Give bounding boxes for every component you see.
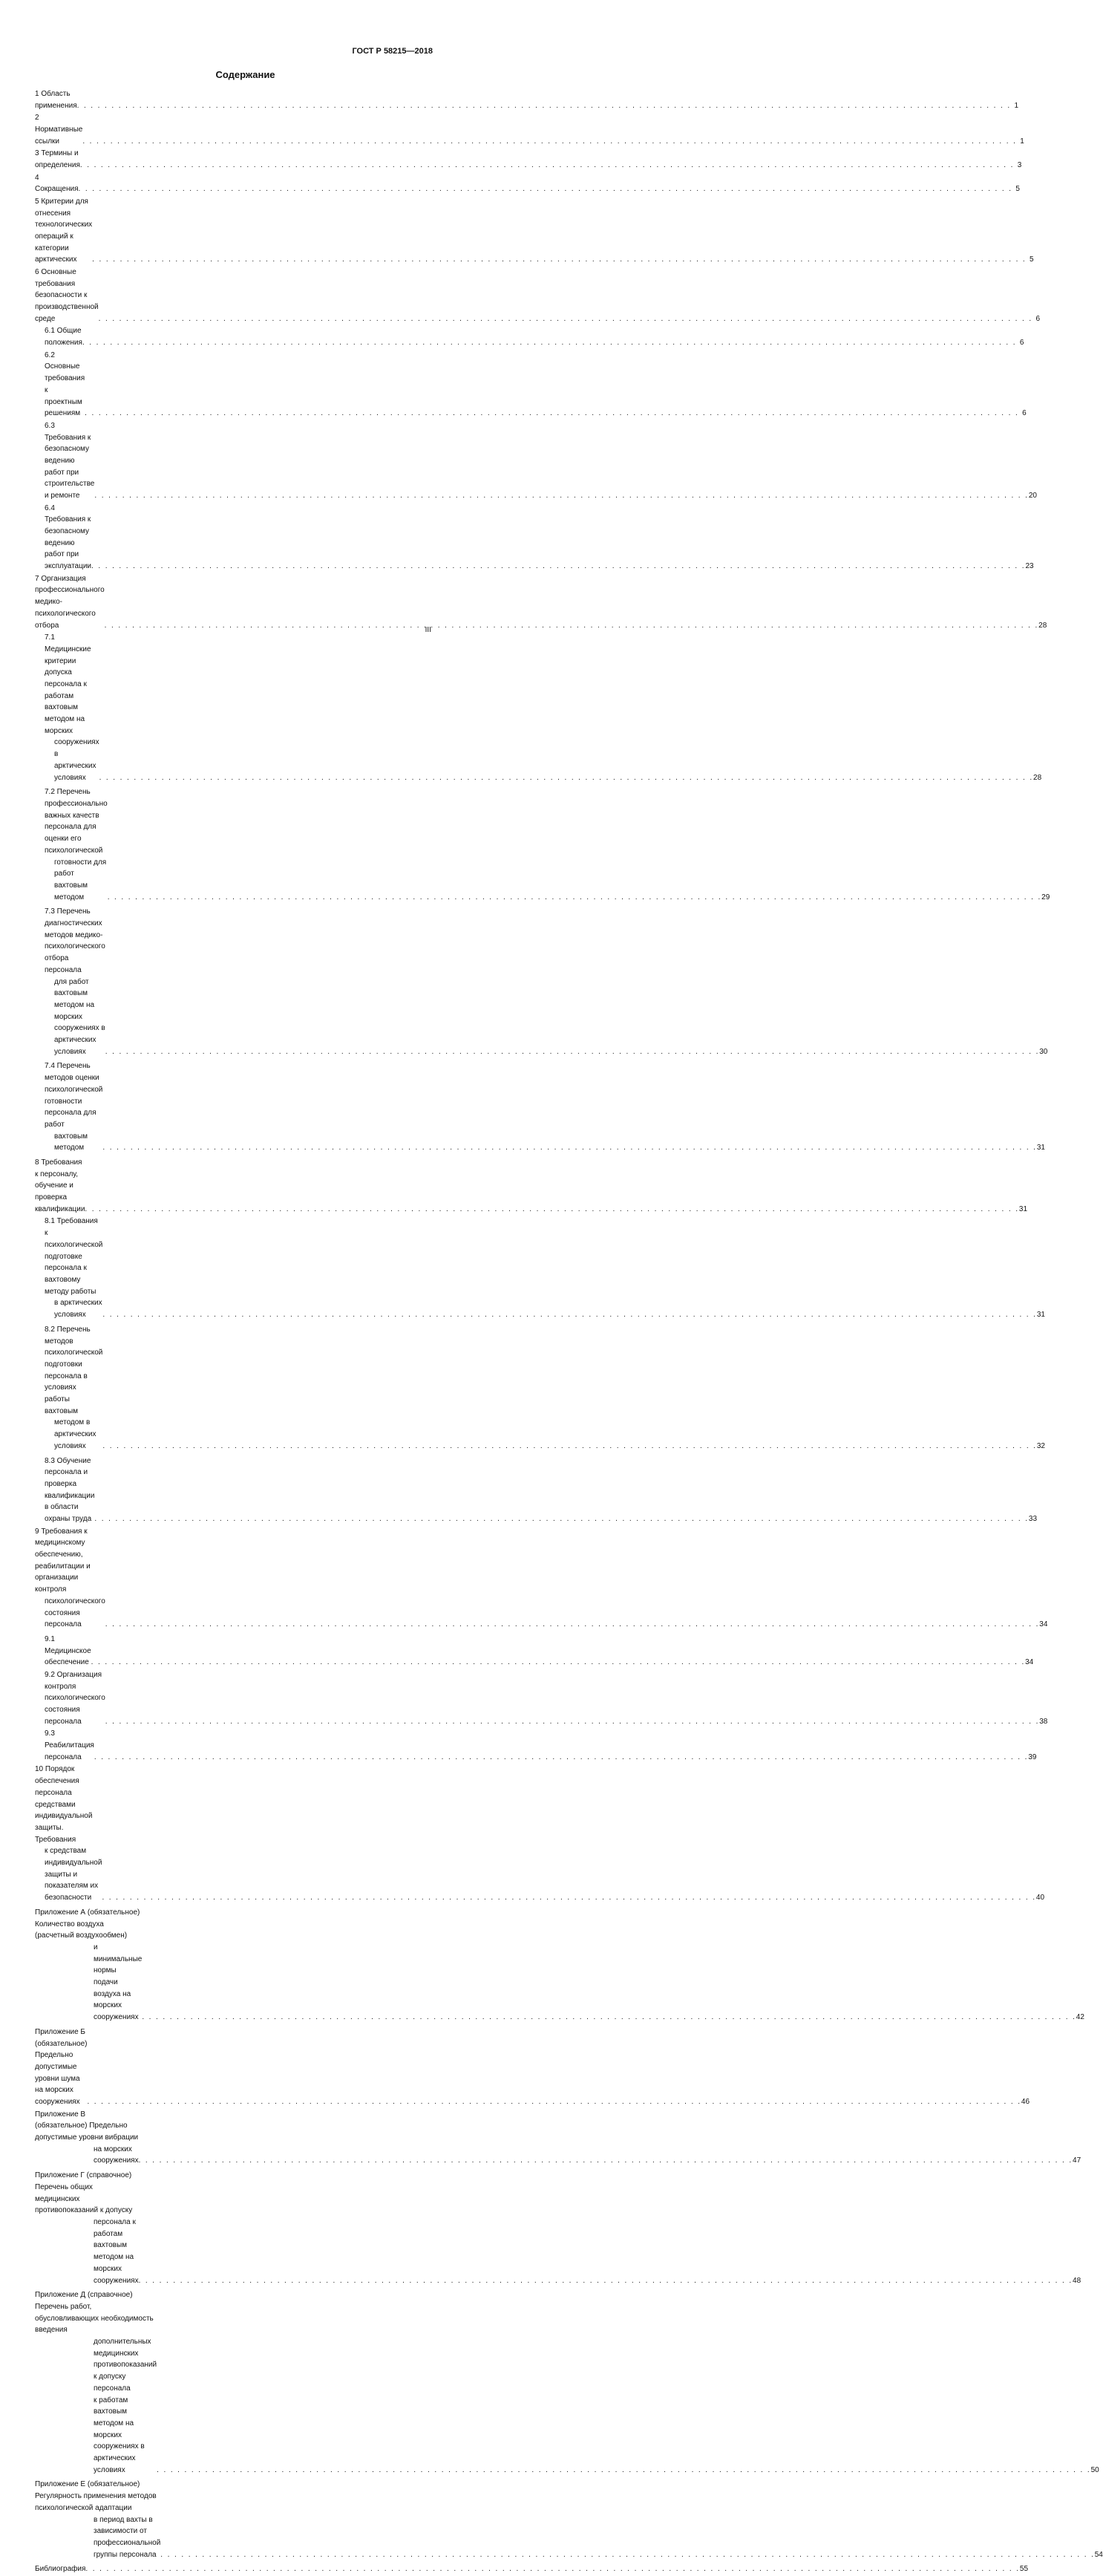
toc-page-number: 39: [1028, 1752, 1037, 1761]
toc-page-number: 3: [1017, 161, 1022, 169]
toc-entry-title: [35, 1157, 85, 1216]
dot-leader: [82, 136, 1016, 148]
toc-entry[interactable]: [35, 420, 1037, 502]
toc-entry-title: [35, 148, 80, 171]
toc-entry-line: к средствам индивидуальной защиты и показателям их безопасности: [45, 1847, 102, 1902]
dot-leader: [92, 254, 1026, 266]
toc-entry-title: [45, 1324, 102, 1452]
toc-entry-line: 9.1 Медицинское обеспечение: [45, 1634, 91, 1667]
toc-entry-title: [35, 573, 105, 632]
toc-page-number: 47: [1073, 2156, 1081, 2165]
dot-leader: [102, 1309, 1036, 1321]
toc-entry-line: Приложение Г (справочное) Перечень общих медицинских противопоказаний к допуску: [35, 2171, 133, 2215]
dot-leader: [142, 2012, 1076, 2024]
toc-entry-title: [45, 503, 91, 573]
toc-entry-line: 4 Сокращения: [35, 173, 79, 194]
toc-entry-line: 8 Требования к персоналу, обучение и проверка квалификации: [35, 1158, 85, 1213]
toc-entry[interactable]: [35, 1157, 1028, 1216]
toc-entry-line: методом в арктических условиях: [54, 1418, 96, 1450]
toc-entry[interactable]: [35, 1216, 1045, 1320]
toc-page-number: 31: [1036, 1144, 1045, 1152]
toc-entry-line: 10 Порядок обеспечения персонала средствами индивидуальной защиты. Требования: [35, 1765, 93, 1844]
dot-leader: [105, 1716, 1039, 1728]
toc-entry-title: [45, 1728, 94, 1763]
toc-entry-title: [45, 632, 99, 783]
toc-entry-line: в период вахты в зависимости от профессиональной группы персонала: [94, 2515, 161, 2559]
toc-entry-title: [35, 2026, 87, 2108]
toc-page-number: 55: [1019, 2565, 1029, 2574]
dot-leader: [139, 2275, 1073, 2287]
toc-page-number: 20: [1028, 492, 1037, 500]
toc-page-number: 34: [1025, 1658, 1034, 1667]
toc-entry[interactable]: [35, 1669, 1048, 1728]
dot-leader: [157, 2465, 1090, 2476]
toc-entry-line: 6.4 Требования к безопасному ведению работ при эксплуатации: [45, 503, 91, 571]
dot-leader: [85, 1204, 1018, 1216]
dot-leader: [102, 1142, 1036, 1154]
toc-entry-title: [35, 112, 82, 147]
toc-entry-line: 2 Нормативные ссылки: [35, 114, 83, 146]
table-of-contents: [35, 88, 1103, 2576]
toc-entry-line: Приложение Д (справочное) Перечень работ, обусловливающих необходимость введения: [35, 2291, 154, 2335]
toc-page-number: 6: [1035, 314, 1041, 323]
toc-entry-title: [35, 2563, 85, 2575]
dot-leader: [78, 183, 1012, 195]
toc-entry-title: [35, 2289, 157, 2476]
dot-leader: [91, 561, 1025, 573]
toc-entry-title: [35, 172, 78, 195]
toc-entry[interactable]: [35, 503, 1034, 573]
toc-entry-line: 7.2 Перечень профессионально важных качеств персонала для оценки его психологической: [45, 788, 108, 855]
toc-entry-line: дополнительных медицинских противопоказаний к допуску персонала: [94, 2338, 157, 2393]
toc-entry-line: 7.4 Перечень методов оценки психологической готовности персонала для работ: [45, 1062, 103, 1129]
toc-entry-title: [35, 2109, 139, 2168]
toc-entry-title: [45, 350, 85, 420]
dot-leader: [80, 160, 1014, 172]
toc-entry[interactable]: [35, 325, 1024, 348]
toc-entry-line: сооружениях в арктических условиях: [54, 738, 99, 782]
dot-leader: [85, 2563, 1019, 2575]
toc-page-number: 33: [1028, 1515, 1038, 1524]
dot-leader: [87, 2096, 1021, 2108]
dot-leader: [82, 337, 1016, 349]
toc-entry-line: Приложение Е (обязательное) Регулярность применения методов психологической адаптации: [35, 2480, 157, 2512]
toc-entry-title: [45, 1634, 91, 1669]
toc-entry-title: [35, 1907, 142, 2024]
toc-page-number: 6: [1019, 339, 1024, 348]
toc-entry-title: [35, 267, 99, 325]
toc-entry[interactable]: [35, 1060, 1045, 1154]
toc-entry[interactable]: [35, 1526, 1048, 1631]
toc-page-number: 54: [1094, 2550, 1103, 2559]
toc-entry-line: персонала к работам вахтовым методом на морских сооружениях: [94, 2218, 139, 2285]
toc-entry[interactable]: [35, 2563, 1029, 2575]
toc-page-number: 1: [1014, 101, 1019, 110]
toc-entry-line: 8.3 Обучение персонала и проверка квалификации в области охраны труда: [45, 1456, 95, 1524]
toc-entry[interactable]: [35, 573, 1047, 632]
toc-entry[interactable]: [35, 786, 1050, 903]
toc-entry-line: Библиография: [35, 2565, 86, 2574]
dot-leader: [77, 100, 1011, 112]
dot-leader: [99, 313, 1032, 325]
dot-leader: [94, 1513, 1028, 1525]
page-title: Содержание: [215, 69, 275, 80]
toc-entry-title: [45, 1060, 102, 1154]
toc-entry-title: [45, 1669, 105, 1728]
toc-entry[interactable]: [35, 1907, 1084, 2024]
toc-entry[interactable]: [35, 2026, 1030, 2108]
toc-page-number: 5: [1030, 255, 1034, 264]
toc-entry-line: вахтовым методом: [54, 1132, 88, 1152]
dot-leader: [105, 1046, 1039, 1058]
toc-entry-line: и минимальные нормы подачи воздуха на морских сооружениях: [94, 1943, 143, 2022]
toc-entry[interactable]: [35, 632, 1042, 783]
toc-page-number: 50: [1090, 2465, 1099, 2474]
toc-page-number: 28: [1038, 621, 1047, 630]
toc-entry-title: [45, 1216, 102, 1320]
toc-entry-line: 9.3 Реабилитация персонала: [45, 1729, 94, 1761]
toc-entry[interactable]: [35, 1634, 1034, 1669]
dot-leader: [105, 1619, 1039, 1631]
toc-page-number: 48: [1073, 2276, 1081, 2285]
toc-entry-line: Приложение А (обязательное) Количество воздуха (расчетный воздухообмен): [35, 1908, 140, 1940]
toc-entry-line: 8.2 Перечень методов психологической подготовки персонала в условиях работы вахтовым: [45, 1325, 103, 1415]
toc-entry-line: 5 Критерии для отнесения технологических операций к категории арктических: [35, 197, 93, 264]
toc-entry[interactable]: [35, 1764, 1045, 1903]
toc-entry-title: [35, 2170, 139, 2286]
toc-entry-line: к работам вахтовым методом на морских сооружениях в арктических условиях: [94, 2396, 145, 2474]
dot-leader: [94, 1752, 1028, 1764]
dot-leader: [91, 1657, 1025, 1669]
toc-entry-line: в арктических условиях: [54, 1299, 102, 1320]
toc-page-number: 40: [1035, 1894, 1045, 1902]
dot-leader: [85, 408, 1018, 420]
page-number: III: [425, 626, 431, 634]
toc-entry-line: 8.1 Требования к психологической подготовке персонала к вахтовому методу работы: [45, 1217, 103, 1296]
toc-entry[interactable]: [35, 1324, 1045, 1452]
toc-page-number: 5: [1015, 185, 1020, 194]
toc-entry-line: 6.2 Основные требования к проектным решениям: [45, 350, 85, 418]
toc-entry[interactable]: [35, 2479, 1103, 2560]
toc-entry-line: Приложение Б (обязательное) Предельно допустимые уровни шума на морских сооружениях: [35, 2027, 88, 2107]
toc-page-number: 31: [1018, 1204, 1028, 1213]
toc-entry-line: Приложение В (обязательное) Предельно допустимые уровни вибрации: [35, 2110, 139, 2142]
toc-page-number: 23: [1025, 562, 1034, 571]
toc-entry-line: 7.1 Медицинские критерии допуска персонала к работам вахтовым методом на морских: [45, 633, 91, 735]
toc-page-number: 28: [1033, 773, 1042, 782]
toc-entry-title: [35, 196, 92, 266]
document-code: ГОСТ Р 58215—2018: [352, 47, 433, 56]
toc-entry-line: готовности для работ вахтовым методом: [54, 858, 107, 901]
toc-page-number: 46: [1021, 2098, 1030, 2107]
toc-entry-line: 6.1 Общие положения: [45, 327, 82, 348]
dot-leader: [102, 1441, 1036, 1452]
toc-entry[interactable]: [35, 2289, 1099, 2476]
dot-leader: [94, 490, 1028, 502]
toc-page-number: 34: [1039, 1620, 1048, 1629]
toc-entry-title: [45, 906, 105, 1057]
dot-leader: [105, 620, 1038, 632]
toc-entry[interactable]: [35, 2170, 1081, 2286]
toc-entry-title: [35, 1764, 102, 1903]
toc-entry[interactable]: [35, 172, 1020, 195]
toc-page-number: 42: [1076, 2013, 1084, 2022]
toc-entry-line: 6.3 Требования к безопасному ведению работ при строительстве и ремонте: [45, 421, 95, 500]
toc-entry[interactable]: [35, 2109, 1081, 2168]
toc-entry-line: 6 Основные требования безопасности к производственной среде: [35, 268, 99, 323]
toc-entry-line: на морских сооружениях: [94, 2145, 139, 2165]
toc-entry[interactable]: [35, 350, 1027, 420]
dot-leader: [160, 2549, 1094, 2561]
toc-entry-line: 9.2 Организация контроля психологического состояния персонала: [45, 1670, 105, 1726]
toc-entry-line: 1 Область применения: [35, 90, 77, 110]
toc-entry-line: 9 Требования к медицинскому обеспечению, реабилитации и организации контроля: [35, 1527, 91, 1594]
toc-page-number: 29: [1041, 893, 1050, 901]
toc-entry[interactable]: [35, 196, 1034, 266]
toc-entry-line: 7 Организация профессионального медико-психологического отбора: [35, 574, 105, 630]
toc-entry-title: [35, 1526, 105, 1631]
toc-entry-title: [45, 420, 94, 502]
toc-page-number: 30: [1039, 1047, 1048, 1056]
toc-entry-title: [45, 1455, 94, 1525]
toc-page-number: 32: [1036, 1441, 1045, 1450]
toc-entry[interactable]: [35, 1455, 1038, 1525]
toc-entry-line: 7.3 Перечень диагностических методов медико-психологического отбора персонала: [45, 907, 105, 974]
dot-leader: [108, 892, 1041, 904]
toc-entry[interactable]: [35, 906, 1048, 1057]
dot-leader: [102, 1892, 1035, 1904]
toc-entry[interactable]: [35, 112, 1024, 147]
toc-page-number: 38: [1039, 1717, 1048, 1726]
dot-leader: [99, 772, 1033, 784]
toc-entry[interactable]: [35, 1728, 1037, 1763]
toc-entry-line: для работ вахтовым методом на морских сооружениях в арктических условиях: [54, 977, 105, 1056]
toc-page-number: 31: [1036, 1311, 1045, 1320]
toc-entry-title: [45, 325, 82, 348]
toc-page-number: 1: [1020, 137, 1024, 146]
toc-entry[interactable]: [35, 148, 1022, 171]
toc-entry[interactable]: [35, 267, 1041, 325]
toc-entry-line: психологического состояния персонала: [45, 1597, 105, 1629]
toc-entry-title: [35, 2479, 160, 2560]
toc-entry-title: [45, 786, 108, 903]
toc-entry[interactable]: [35, 88, 1019, 111]
toc-entry-title: [35, 88, 77, 111]
dot-leader: [139, 2155, 1073, 2167]
toc-page-number: 6: [1022, 409, 1027, 418]
toc-entry-line: 3 Термины и определения: [35, 149, 80, 169]
